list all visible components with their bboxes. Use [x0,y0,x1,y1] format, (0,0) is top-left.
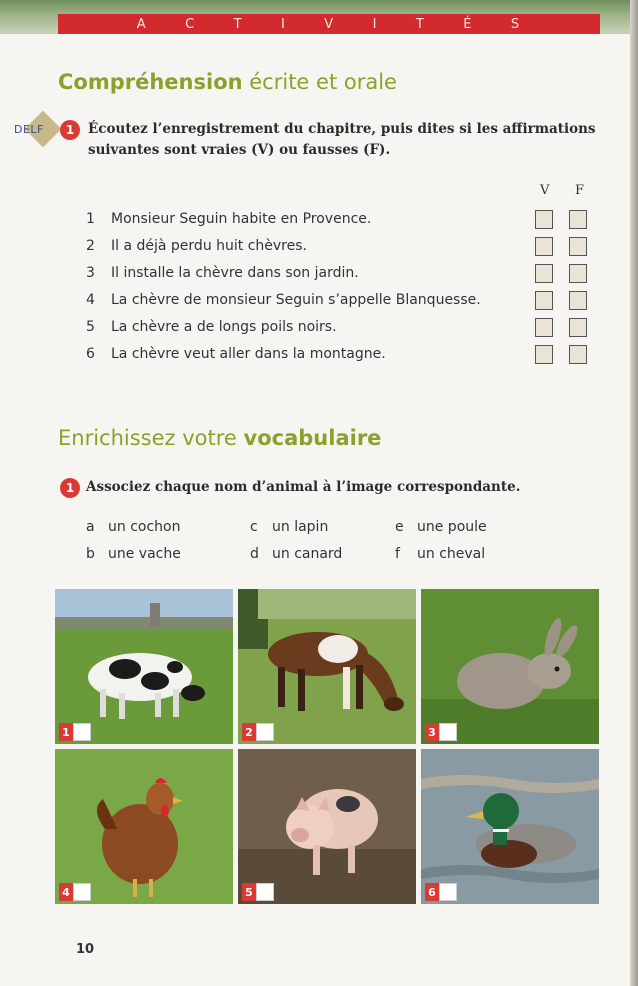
vocab-letter: d [250,546,259,562]
photo-number-label [59,723,91,741]
vocab-letter: a [86,519,95,535]
photo-pig [238,749,416,904]
vocab-letter: c [250,519,258,535]
photo-number-label [59,883,91,901]
title-light: écrite et orale [249,70,397,94]
statement-text: La chèvre veut aller dans la montagne. [111,346,386,362]
cow-image [55,589,233,744]
band-letter: I [372,16,379,32]
photo-cow [55,589,233,744]
statement-number: 2 [86,238,95,254]
band-letter: T [415,16,426,32]
statement-text: Il a déjà perdu huit chèvres. [111,238,307,254]
true-checkbox[interactable] [535,210,553,229]
statement-row [86,317,606,344]
horse-image [238,589,416,744]
band-letter: É [463,16,474,32]
statement-text: Monsieur Seguin habite en Provence. [111,211,372,227]
vocab-word: un canard [272,546,343,562]
photo-rabbit [421,589,599,744]
band-letter: C [185,16,197,32]
f-column-header: F [575,183,585,198]
photo-number-label [425,723,457,741]
photo-number: 3 [425,723,439,741]
photo-number-label [242,883,274,901]
vocab-item [395,546,485,562]
photo-hen [55,749,233,904]
statement-number: 1 [86,211,95,227]
statement-row [86,290,606,317]
section-title-vocabulaire [58,426,381,450]
vocab-item [395,519,487,535]
vocab-letter: b [86,546,95,562]
statement-row [86,263,606,290]
pig-image [238,749,416,904]
band-letter: V [324,16,336,32]
band-letter: A [136,16,148,32]
false-checkbox[interactable] [569,264,587,283]
photo-number: 4 [59,883,73,901]
vocab-item [86,546,181,562]
statement-number: 5 [86,319,95,335]
photo-number-label [242,723,274,741]
page-number: 10 [76,942,95,957]
false-checkbox[interactable] [569,291,587,310]
statement-row [86,209,606,236]
vocab-item [86,519,180,535]
duck-image [421,749,599,904]
title-light: Enrichissez votre [58,426,237,450]
title-bold: vocabulaire [243,426,382,450]
exercise-number: 1 [60,120,80,140]
vocab-word: un cochon [108,519,181,535]
photo-horse [238,589,416,744]
true-checkbox[interactable] [535,264,553,283]
section-title-comprehension [58,70,397,94]
vocab-item [250,546,342,562]
answer-box[interactable] [439,883,457,901]
statement-row [86,344,606,371]
instruction-line: Écoutez l’enregistrement du chapitre, puis dites si les affirmations [88,121,596,137]
statement-number: 3 [86,265,95,281]
exercise-number: 1 [60,478,80,498]
band-letter: S [510,16,522,32]
hen-image [55,749,233,904]
false-checkbox[interactable] [569,345,587,364]
photo-number-label [425,883,457,901]
statement-row [86,236,606,263]
answer-box[interactable] [73,883,91,901]
band-letter: T [233,16,244,32]
vocab-letter: f [395,546,400,562]
statement-text: La chèvre a de longs poils noirs. [111,319,337,335]
answer-box[interactable] [439,723,457,741]
true-checkbox[interactable] [535,237,553,256]
answer-box[interactable] [256,883,274,901]
false-checkbox[interactable] [569,318,587,337]
delf-badge [14,118,60,142]
vocab-word: un lapin [272,519,329,535]
band-letter: I [280,16,287,32]
true-checkbox[interactable] [535,318,553,337]
instruction-vocabulary: Associez chaque nom d’animal à l’image correspondante. [86,479,521,495]
statement-number: 6 [86,346,95,362]
true-checkbox[interactable] [535,291,553,310]
v-column-header: V [540,183,550,198]
photo-number: 2 [242,723,256,741]
delf-label: DELF [14,123,44,136]
page-edge [630,0,638,986]
photo-number: 1 [59,723,73,741]
photo-duck [421,749,599,904]
instruction-line: suivantes sont vraies (V) ou fausses (F). [88,142,391,158]
false-checkbox[interactable] [569,237,587,256]
vocab-word: une poule [417,519,487,535]
true-checkbox[interactable] [535,345,553,364]
instruction-listening [88,119,608,161]
vocab-letter: e [395,519,404,535]
photo-number: 5 [242,883,256,901]
statement-number: 4 [86,292,95,308]
rabbit-image [421,589,599,744]
answer-box[interactable] [73,723,91,741]
vocab-word: une vache [108,546,181,562]
activites-band [58,14,600,34]
title-bold: Compréhension [58,70,243,94]
vocab-word: un cheval [417,546,486,562]
vocab-item [250,519,328,535]
statement-text: Il installe la chèvre dans son jardin. [111,265,359,281]
answer-box[interactable] [256,723,274,741]
photo-number: 6 [425,883,439,901]
statement-text: La chèvre de monsieur Seguin s’appelle Blanquesse. [111,292,481,308]
false-checkbox[interactable] [569,210,587,229]
